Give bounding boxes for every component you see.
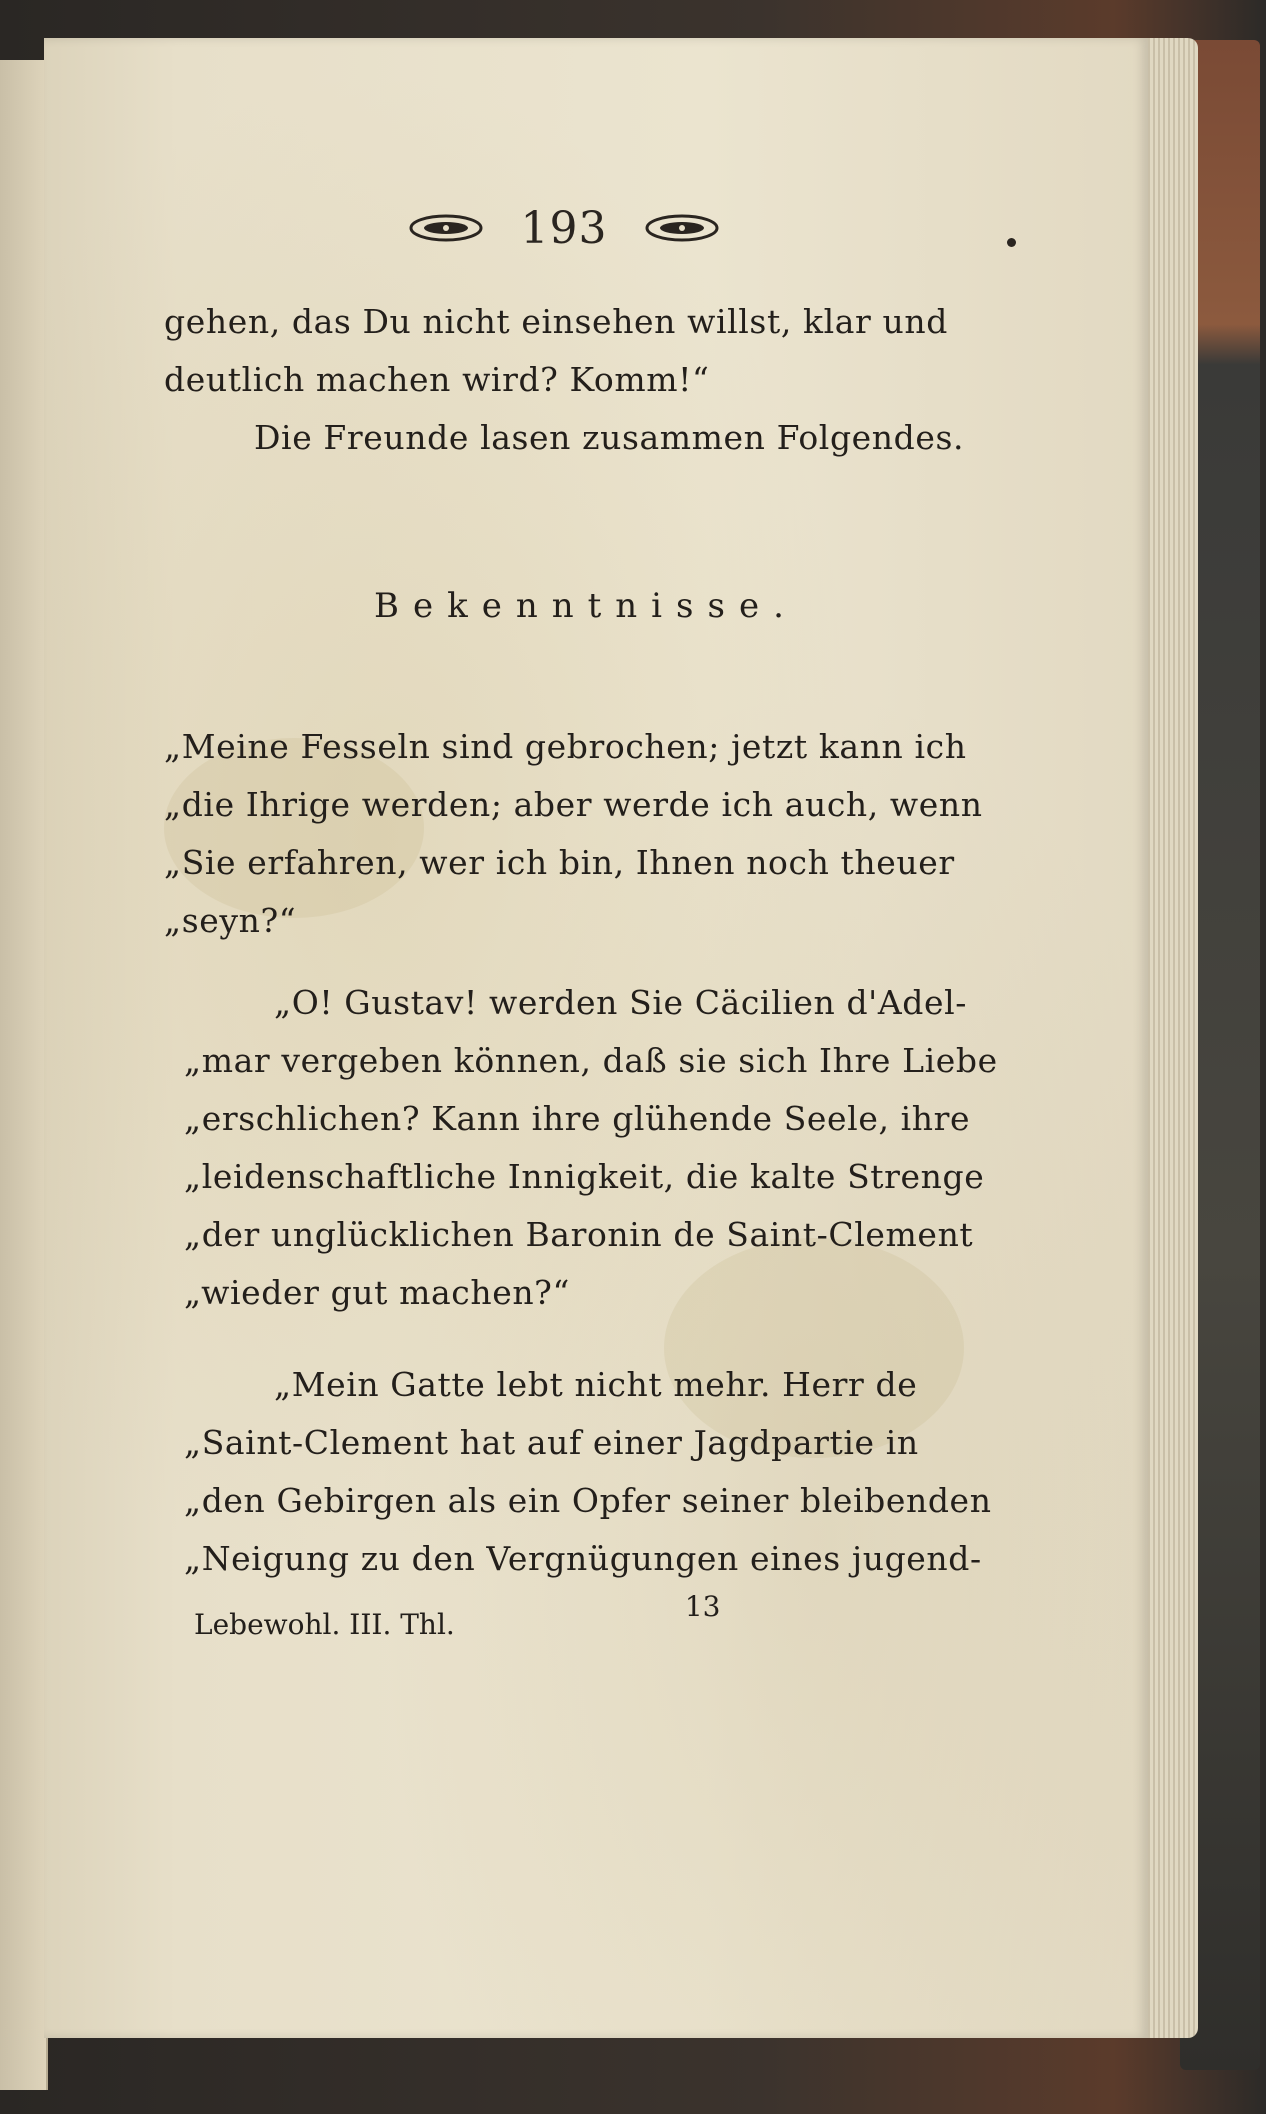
paragraph — [184, 1356, 992, 1588]
text-line: „leidenschaftliche Innigkeit, die kalte Strenge — [184, 1157, 985, 1196]
page-number: 193 — [520, 202, 608, 254]
text-line: „seyn?“ — [164, 901, 297, 940]
text-line: „wieder gut machen?“ — [184, 1273, 570, 1312]
ink-dot — [1007, 238, 1016, 247]
text-line: „Sie erfahren, wer ich bin, Ihnen noch theuer — [164, 843, 955, 882]
book-page — [44, 38, 1148, 2038]
left-ornament-icon — [409, 213, 483, 243]
signature-label: Lebewohl. III. Thl. — [194, 1608, 455, 1641]
text-line: „Neigung zu den Vergnügungen eines jugend- — [184, 1539, 982, 1578]
facing-page-edge — [0, 60, 48, 2090]
page-header — [374, 188, 754, 268]
text-line: „den Gebirgen als ein Opfer seiner bleibenden — [184, 1481, 992, 1520]
printer-signature — [194, 1590, 721, 1641]
text-line: gehen, das Du nicht einsehen willst, klar und — [164, 302, 948, 341]
text-line: „Saint-Clement hat auf einer Jagdpartie in — [184, 1423, 919, 1462]
text-line: „erschlichen? Kann ihre glühende Seele, ihre — [184, 1099, 971, 1138]
continuation-text — [164, 293, 964, 467]
text-line: deutlich machen wird? Komm!“ — [164, 360, 710, 399]
text-line: „Meine Fesseln sind gebrochen; jetzt kann ich — [164, 727, 967, 766]
signature-number: 13 — [684, 1590, 721, 1623]
paragraph — [164, 718, 983, 950]
right-ornament-icon — [645, 213, 719, 243]
paragraph — [184, 974, 998, 1322]
text-line: „der unglücklichen Baronin de Saint-Clement — [184, 1215, 974, 1254]
text-line: „O! Gustav! werden Sie Cäcilien d'Adel- — [274, 983, 968, 1022]
section-heading: Bekenntnisse. — [374, 586, 798, 626]
text-line: „mar vergeben können, daß sie sich Ihre Liebe — [184, 1041, 998, 1080]
text-line: „die Ihrige werden; aber werde ich auch, wenn — [164, 785, 983, 824]
text-line: „Mein Gatte lebt nicht mehr. Herr de — [274, 1365, 918, 1404]
text-line: Die Freunde lasen zusammen Folgendes. — [254, 418, 965, 457]
page-edges — [1140, 38, 1198, 2038]
